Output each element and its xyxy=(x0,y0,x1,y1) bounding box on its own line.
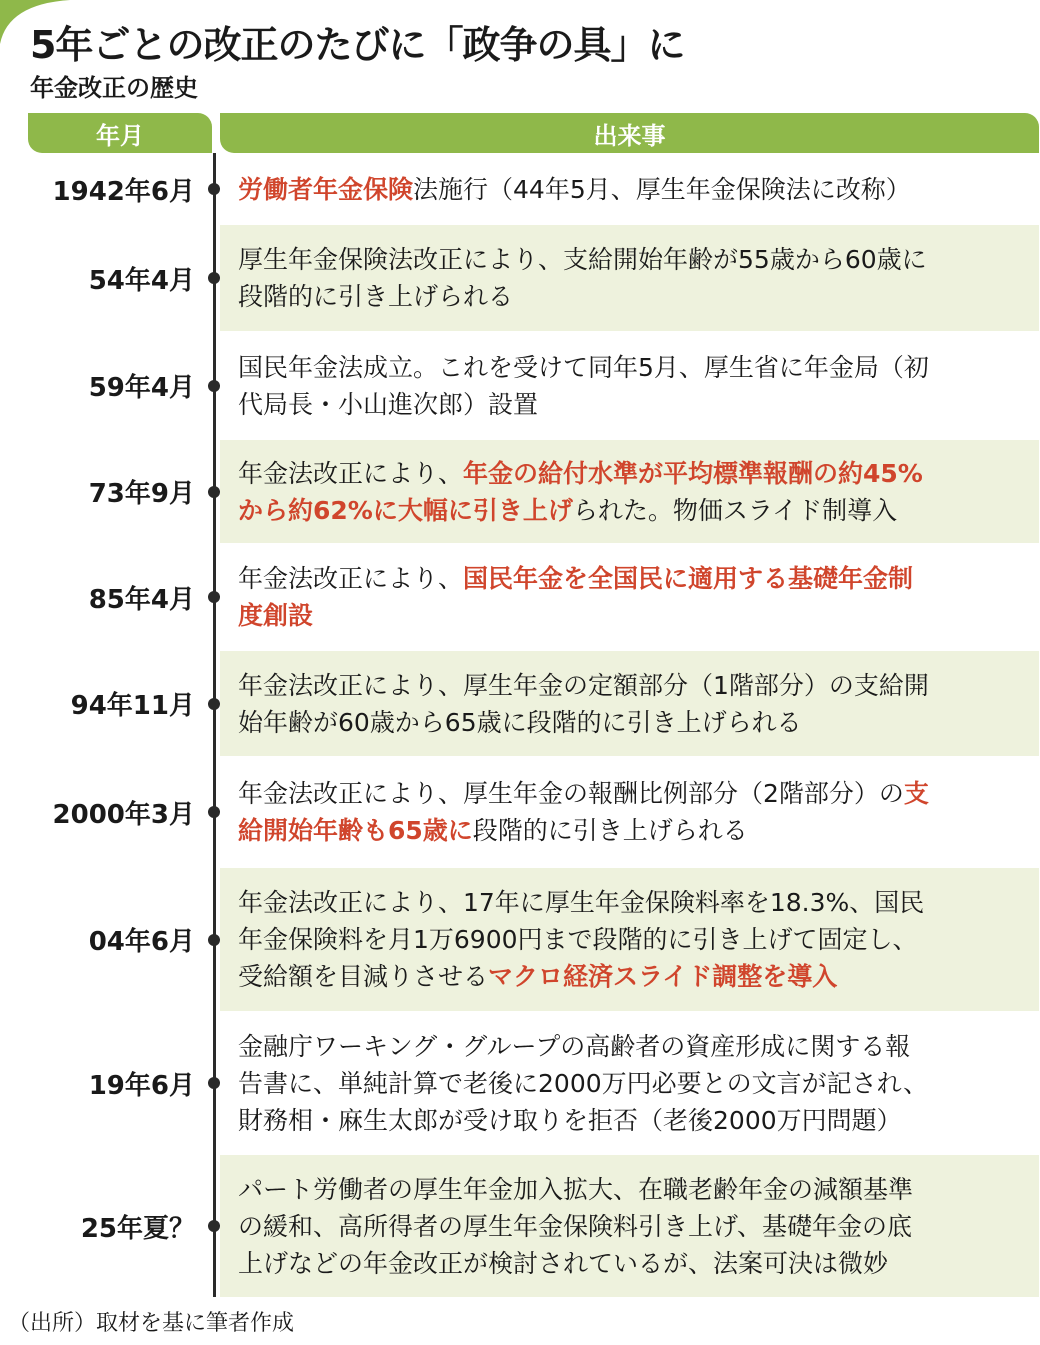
column-header-year: 年月 xyxy=(28,113,212,153)
event-text: 段階的に引き上げられる xyxy=(472,816,748,845)
highlight-text: から約62%に大幅に引き上げ xyxy=(238,495,573,525)
event-line xyxy=(238,171,1029,208)
event-text: 国民年金法成立。これを受けて同年5月、厚生省に年金局（初 xyxy=(238,352,929,382)
row-year: 59年4月 xyxy=(88,373,195,403)
event-text: 年金法改正により、 xyxy=(238,564,464,593)
event-line xyxy=(238,958,1029,995)
source-note: （出所）取材を基に筆者作成 xyxy=(8,1311,295,1336)
event-line xyxy=(238,775,1029,812)
event-text: 告書に、単純計算で老後に2000万円必要との文言が記され、 xyxy=(238,1068,929,1098)
event-line xyxy=(238,1065,1029,1102)
event-line xyxy=(238,1028,1029,1065)
row-year: 2000年3月 xyxy=(52,799,195,830)
row-year: 04年6月 xyxy=(88,927,195,957)
row-event xyxy=(220,1155,1039,1297)
timeline-row xyxy=(0,1013,1040,1153)
row-year: 19年6月 xyxy=(88,1070,195,1101)
row-event xyxy=(220,440,1039,543)
event-text: パート労働者の厚生年金加入拡大、在職老齢年金の減額基準 xyxy=(238,1174,914,1204)
column-header-event: 出来事 xyxy=(220,113,1039,153)
timeline-row xyxy=(0,868,1040,1011)
row-event xyxy=(220,155,1039,223)
event-line xyxy=(238,1102,1029,1139)
event-line xyxy=(238,667,1029,704)
event-line xyxy=(238,1208,1029,1245)
event-line xyxy=(238,386,1029,423)
event-line xyxy=(238,704,1029,741)
event-line xyxy=(238,349,1029,386)
row-event xyxy=(220,758,1039,866)
highlight-text: 国民年金を全国民に適用する基礎年金制 xyxy=(463,564,914,593)
event-line xyxy=(238,560,1029,597)
timeline-row xyxy=(0,155,1040,223)
event-text: の緩和、高所得者の厚生年金保険料引き上げ、基礎年金の底 xyxy=(238,1211,913,1241)
event-text: 年金法改正により、 xyxy=(238,458,464,488)
row-event xyxy=(220,651,1039,756)
row-event xyxy=(220,333,1039,438)
highlight-text: 給開始年齢も65歳に xyxy=(238,816,473,845)
row-year: 1942年6月 xyxy=(52,176,195,207)
timeline-dot xyxy=(208,380,220,392)
highlight-text: 年金の給付水準が平均標準報酬の約45% xyxy=(463,458,923,488)
event-text: 年金法改正により、17年に厚生年金保険料率を18.3%、国民 xyxy=(238,888,925,917)
event-line xyxy=(238,884,1029,921)
row-year: 25年夏？ xyxy=(80,1213,195,1244)
timeline-row xyxy=(0,1155,1040,1297)
event-line xyxy=(238,492,1029,529)
row-event xyxy=(220,868,1039,1011)
event-text: 法施行（44年5月、厚生年金保険法に改称） xyxy=(413,174,911,204)
event-text: 年金法改正により、厚生年金の報酬比例部分（2階部分）の xyxy=(238,779,904,808)
timeline-dot xyxy=(208,591,220,603)
highlight-text: 労働者年金保険 xyxy=(238,174,414,204)
event-line xyxy=(238,1171,1029,1208)
timeline-dot xyxy=(208,183,220,195)
event-text: 年金保険料を月1万6900円まで段階的に引き上げて固定し、 xyxy=(238,925,918,954)
highlight-text: 度創設 xyxy=(238,601,314,630)
timeline-row xyxy=(0,545,1040,649)
chart-subtitle: 年金改正の歴史 xyxy=(30,74,198,102)
event-text: 金融庁ワーキング・グループの高齢者の資産形成に関する報 xyxy=(238,1031,911,1061)
event-text: 厚生年金保険法改正により、支給開始年齢が55歳から60歳に xyxy=(238,245,927,274)
event-line xyxy=(238,812,1029,849)
timeline-dot xyxy=(208,934,220,946)
event-line xyxy=(238,241,1029,278)
timeline-row xyxy=(0,225,1040,331)
timeline-dot xyxy=(208,1220,220,1232)
chart-title: 5年ごとの改正のたびに「政争の具」に xyxy=(30,23,685,67)
row-year: 54年4月 xyxy=(88,265,195,296)
timeline-row xyxy=(0,333,1040,438)
event-line xyxy=(238,278,1029,315)
highlight-text: 支 xyxy=(903,779,929,808)
event-line xyxy=(238,1245,1029,1282)
row-event xyxy=(220,1013,1039,1153)
event-text: 年金法改正により、厚生年金の定額部分（1階部分）の支給開 xyxy=(238,670,929,700)
event-text: 始年齢が60歳から65歳に段階的に引き上げられる xyxy=(238,707,802,737)
timeline-row xyxy=(0,758,1040,866)
row-event xyxy=(220,225,1039,331)
row-year: 73年9月 xyxy=(88,479,195,509)
timeline-dot xyxy=(208,806,220,818)
event-line xyxy=(238,455,1029,492)
event-line xyxy=(238,597,1029,634)
event-line xyxy=(238,921,1029,958)
timeline-dot xyxy=(208,272,220,284)
event-text: 上げなどの年金改正が検討されているが、法案可決は微妙 xyxy=(238,1248,889,1278)
row-year: 85年4月 xyxy=(88,584,195,615)
timeline-row xyxy=(0,651,1040,756)
timeline-row xyxy=(0,440,1040,543)
row-event xyxy=(220,545,1039,649)
row-year: 94年11月 xyxy=(70,691,195,721)
event-text: 受給額を目減りさせる xyxy=(238,962,489,991)
event-text: られた。物価スライド制導入 xyxy=(572,495,898,525)
event-text: 財務相・麻生太郎が受け取りを拒否（老後2000万円問題） xyxy=(238,1105,902,1135)
highlight-text: マクロ経済スライド調整を導入 xyxy=(488,962,838,991)
event-text: 段階的に引き上げられる xyxy=(238,282,514,311)
timeline-dot xyxy=(208,1077,220,1089)
event-text: 代局長・小山進次郎）設置 xyxy=(238,389,539,419)
timeline-dot xyxy=(208,486,220,498)
timeline-dot xyxy=(208,698,220,710)
